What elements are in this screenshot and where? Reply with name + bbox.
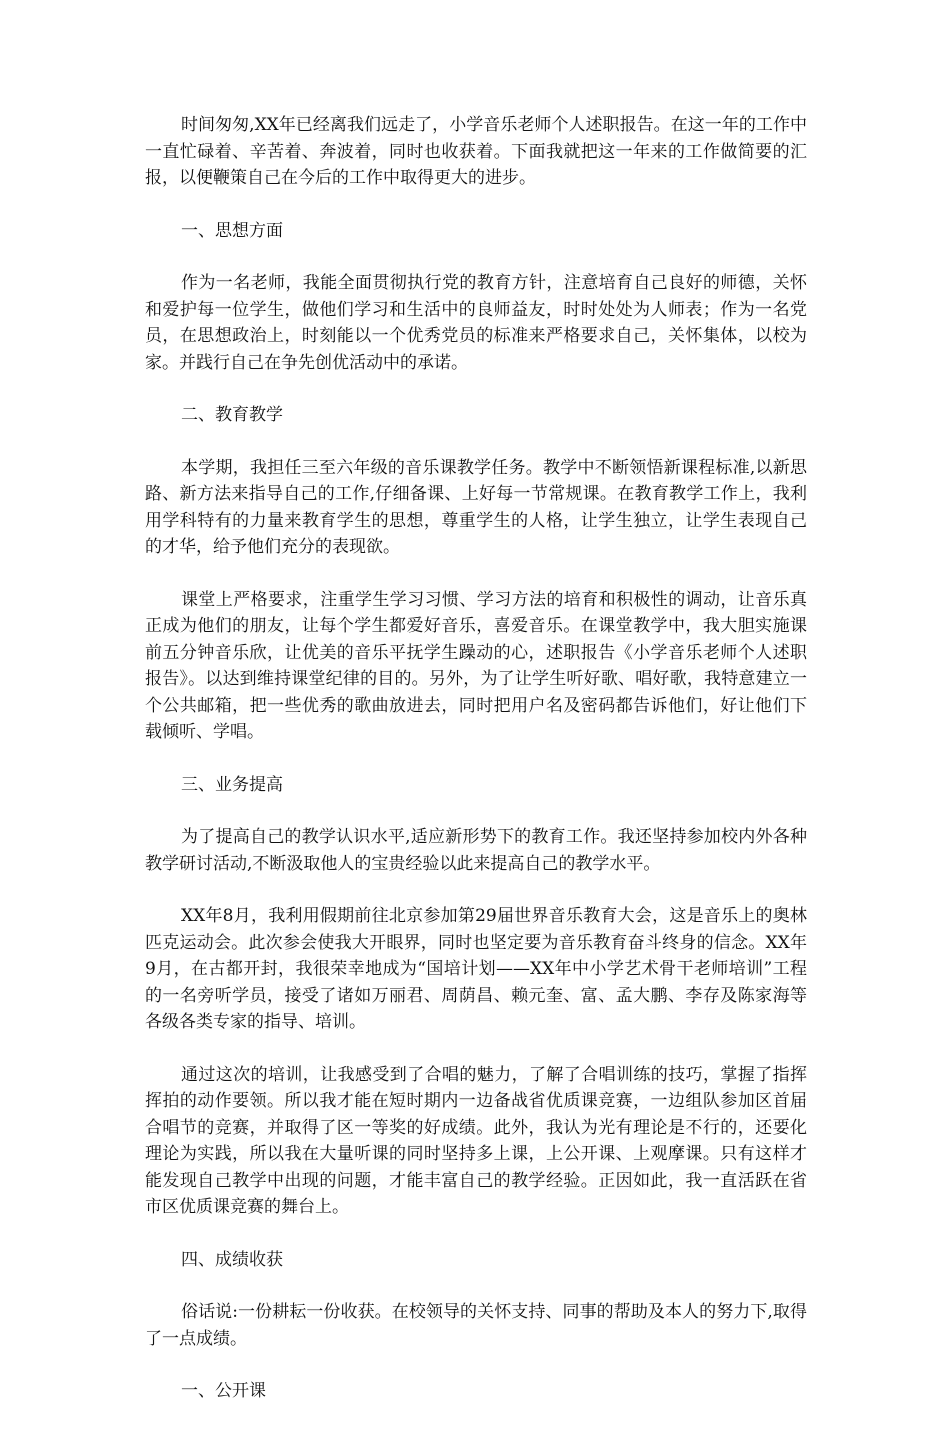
- teaching-paragraph-1: 本学期，我担任三至六年级的音乐课教学任务。教学中不断领悟新课程标准,以新思路、新方法来指导自己的工作,仔细备课、上好每一节常规课。在教育教学工作上，我利用学科特有的力量来教育学生的思想，尊重学生的人格，让学生独立，让学生表现自己的才华，给予他们充分的表现欲。: [145, 457, 807, 557]
- section-heading-teaching: 二、教育教学: [181, 405, 283, 425]
- section-heading-achievements: 四、成绩收获: [181, 1249, 283, 1270]
- business-paragraph-1: 为了提高自己的教学认识水平,适应新形势下的教育工作。我还坚持参加校内外各种教学研讨活动,不断汲取他人的宝贵经验以此来提高自己的教学水平。: [145, 827, 807, 874]
- subsection-heading-open-class: 一、公开课: [181, 1381, 266, 1401]
- section-heading-business: 三、业务提高: [181, 774, 283, 795]
- business-paragraph-2: XX年8月，我利用假期前往北京参加第29届世界音乐教育大会，这是音乐上的奥林匹克运动会。此次参会使我大开眼界，同时也坚定要为音乐教育奋斗终身的信念。XX年9月，在古都开封，我很荣幸地成为“国培计划——XX年中小学艺术骨干老师培训”工程的一名旁听学员，接受了诸如万丽君、周荫昌、赖元奎、富、孟大鹏、李存及陈家海等各级各类专家的指导、培训。: [145, 906, 807, 1032]
- business-paragraph-3: 通过这次的培训，让我感受到了合唱的魅力，了解了合唱训练的技巧，掌握了指挥挥拍的动作要领。所以我才能在短时期内一边备战省优质课竞赛，一边组队参加区首届合唱节的竞赛，并取得了区一等奖的好成绩。此外，我认为光有理论是不行的，还要化理论为实践，所以我在大量听课的同时坚持多上课，上公开课、上观摩课。只有这样才能发现自己教学中出现的问题，才能丰富自己的教学经验。正因如此，我一直活跃在省市区优质课竞赛的舞台上。: [145, 1064, 807, 1217]
- thought-paragraph: 作为一名老师，我能全面贯彻执行党的教育方针，注意培育自己良好的师德，关怀和爱护每一位学生，做他们学习和生活中的良师益友，时时处处为人师表；作为一名党员，在思想政治上，时刻能以一个优秀党员的标准来严格要求自己，关怀集体，以校为家。并践行自己在争先创优活动中的承诺。: [145, 273, 807, 373]
- achievements-paragraph: 俗话说:一份耕耘一份收获。在校领导的关怀支持、同事的帮助及本人的努力下,取得了一点成绩。: [145, 1302, 807, 1349]
- document-body: [145, 112, 807, 1431]
- teaching-paragraph-2: 课堂上严格要求，注重学生学习习惯、学习方法的培育和积极性的调动，让音乐真正成为他们的朋友，让每个学生都爱好音乐，喜爱音乐。在课堂教学中，我大胆实施课前五分钟音乐欣，让优美的音乐平抚学生躁动的心，述职报告《小学音乐老师个人述职报告》。以达到维持课堂纪律的目的。另外，为了让学生听好歌、唱好歌，我特意建立一个公共邮箱，把一些优秀的歌曲放进去，同时把用户名及密码都告诉他们，好让他们下载倾听、学唱。: [145, 589, 807, 742]
- section-heading-thought: 一、思想方面: [181, 220, 283, 241]
- intro-paragraph: 时间匆匆,XX年已经离我们远走了，小学音乐老师个人述职报告。在这一年的工作中一直忙碌着、辛苦着、奔波着，同时也收获着。下面我就把这一年来的工作做简要的汇报，以便鞭策自己在今后的工作中取得更大的进步。: [145, 115, 807, 188]
